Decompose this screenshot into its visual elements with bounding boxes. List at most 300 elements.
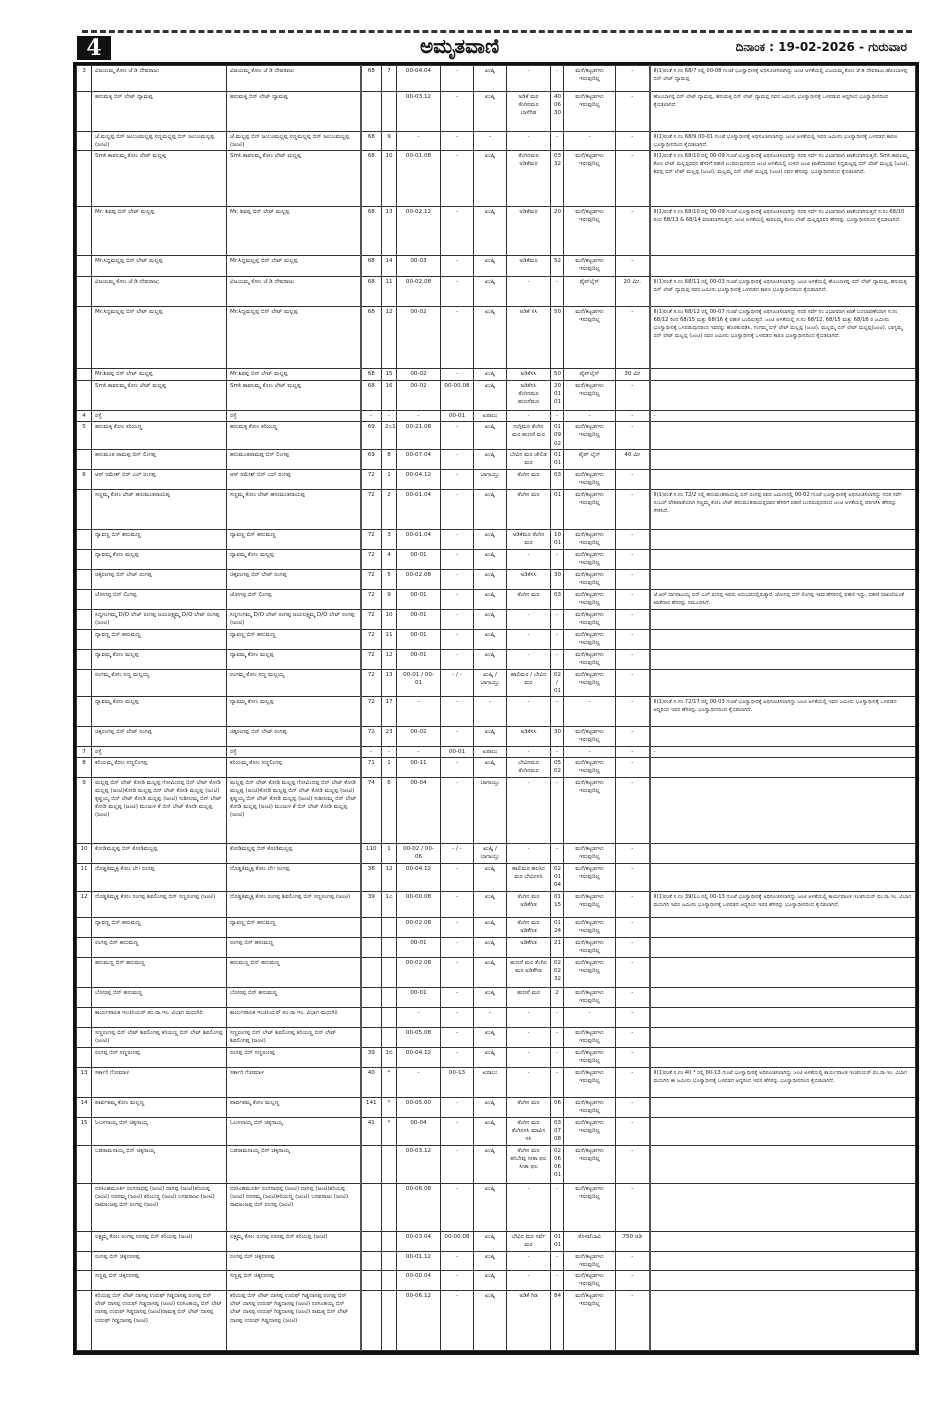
row-number-cell: [77, 569, 92, 589]
remarks-cell: [650, 1007, 916, 1027]
survey-number-cell: 38: [361, 863, 382, 891]
owner-name-cell: ಆರ್ ರಮೇಶ್ ಬಿನ್ ಎಲ್ ರಂಗಪ್ಪ: [92, 470, 227, 489]
trees-cell: -: [507, 1047, 551, 1067]
khatedar-name-cell: ಸರ್ಕಾರಿ ಗೋಮಾಳ: [227, 1067, 361, 1097]
extent-cell: 00-04.04: [397, 66, 441, 92]
owner-name-cell: Mr.ಸಿದ್ದಮಲ್ಲಪ್ಪ ಬಿನ್ ಲೇಟ್ ಮಲ್ಲಪ್ಪ: [92, 256, 227, 277]
pot-kharab-cell: -: [441, 777, 474, 843]
tree-count-cell: -: [551, 649, 564, 669]
survey-number-cell: 69: [361, 422, 382, 450]
tree-count-cell: -: [551, 1067, 564, 1097]
table-row: [77, 746, 916, 757]
owner-name-cell: ಮಲ್ಲಪ್ಪ ಬಿನ್ ಲೇಟ್ ಕೋಡಿ ಮಲ್ಲಪ್ಪ ಗೋವಿಂದಪ್ಪ ಬಿನ್ ಲೇಟ್ ಕೋಡಿ ಮಲ್ಲಪ್ಪ (ಜಂಟಿ)ಕೋಡಿ ಮಲ್ಲಪ್ಪ ಬಿನ್ ಲೇಟ್ ಕೋಡಿ ಮಲ್ಲಪ್ಪ (ಜಂಟಿ) ಕೃಷ್ಣಯ್ಯ ಬಿನ್ ಲೇಟ್ ಕೋಡಿ ಮಲ್ಲಪ್ಪ (ಜಂಟಿ) ಸುಶೀಲಮ್ಮ ಬಿನ್ ಲೇಟ್ ಕೋಡಿ ಮಲ್ಲಪ್ಪ (ಜಂಟಿ) ಮಂಜುಳ ಕೆ ಬಿನ್ ಲೇಟ್ ಕೋಡಿ ಮಲ್ಲಪ್ಪ (ಜಂಟಿ): [92, 777, 227, 843]
remarks-cell: II(1)ರಂತೆ ಸ.ನಂ 72/17 ರಲ್ಲಿ 00-03 ಗುಂಟೆ ಭೂಸ್ವಾಧೀನಕ್ಕೆ ಅಧಿಸೂಚಿಸಲಾಗಿದ್ದು ಜಂಟಿ ಅಳತೆಯಲ್ಲಿ ಇವರ ಜಮೀನು ಭೂಸ್ವಾಧೀನಕ್ಕೆ ಒಳಪಡದ ಆದ್ದರಿಂದ ಇವರ ಹೆಸರನ್ನು ಭೂಸ್ವಾಧೀನದಿಂದ ಕೈಬಿಡಲಾಗಿದೆ.: [650, 696, 916, 726]
land-type-cell: ಬಾಗಾಯ್ತು: [474, 470, 507, 489]
survey-number-cell: 72: [361, 696, 382, 726]
trees-cell: ತೆಂಗಿನ ಮರ ಅಡಿಕೆಗಿಡ: [507, 891, 551, 917]
structure-extent-cell: -: [616, 1047, 650, 1067]
remarks-cell: [650, 422, 916, 450]
structures-cell: ಮನೆ/ಕಟ್ಟಡಗಳು ಇರುವುದಿಲ್ಲ: [564, 569, 616, 589]
table-row: [77, 1183, 916, 1231]
survey-number-cell: 72: [361, 470, 382, 489]
owner-name-cell: Smt.ಕಾವಲಮ್ಮ ಕೋಂ ಲೇಟ್ ಮಲ್ಲಪ್ಪ: [92, 381, 227, 411]
tree-count-cell: 50: [551, 369, 564, 381]
remarks-cell: [650, 1097, 916, 1117]
pot-kharab-cell: -: [441, 450, 474, 470]
khatedar-name-cell: ಸಣ್ಣರಂಗಪ್ಪ ಬಿನ್ ಲೇಟ್ ಶಿವಲಿಂಗಪ್ಪ ಕರಿಯಣ್ಣ ಬಿನ್ ಲೇಟ್ ಶಿವಲಿಂಗಪ್ಪ (ಜಂಟಿ): [227, 1027, 361, 1047]
extent-cell: 00-02.08: [397, 277, 441, 307]
structure-extent-cell: -: [616, 891, 650, 917]
land-type-cell: ಖುಷ್ಕಿ: [474, 1231, 507, 1251]
survey-number-cell: [361, 987, 382, 1007]
owner-name-cell: Mr. ಶಿವಪ್ಪ ಬಿನ್ ಲೇಟ್ ಮಲ್ಲಪ್ಪ: [92, 207, 227, 256]
extent-cell: 00-01.04: [397, 489, 441, 529]
pot-kharab-cell: -: [441, 987, 474, 1007]
tree-count-cell: -: [551, 132, 564, 151]
row-number-cell: [77, 132, 92, 151]
structures-cell: -: [564, 1007, 616, 1027]
structures-cell: ಮನೆ/ಕಟ್ಟಡಗಳು ಇರುವುದಿಲ್ಲ: [564, 863, 616, 891]
survey-number-cell: 68: [361, 66, 382, 92]
row-number-cell: 6: [77, 470, 92, 489]
trees-cell: -: [507, 66, 551, 92]
survey-number-cell: [361, 1291, 382, 1351]
remarks-cell: II(1)ರಂತೆ ಸ.ನಂ 68/11 ರಲ್ಲಿ 00-03 ಗುಂಟೆ ಭೂಸ್ವಾಧೀನಕ್ಕೆ ಅಧಿಸೂಚಿಸಲಾಗಿದ್ದು ಜಂಟಿ ಅಳತೆಯಲ್ಲಿ ಹೊಂಬಾಳಪ್ಪ ಬಿನ್ ಲೇಟ್ ದ್ಯಾಮಪ್ಪ, ಹನುಮಕ್ಕ ಬಿನ್ ಲೇಟ್ ದ್ಯಾಮಪ್ಪ ರವರ ಜಮೀನು ಭೂಸ್ವಾಧೀನಕ್ಕೆ ಒಳಪಡದ ಕಾರಣ ಭೂಸ್ವಾಧೀನದಿಂದ ಕೈಬಿಡಲಾಗಿದೆ.: [650, 277, 916, 307]
pot-kharab-cell: -: [441, 589, 474, 609]
owner-name-cell: ಸಣ್ಣಪ್ಪ ಬಿನ್ ಚಿಕ್ಕನರಸಪ್ಪ: [92, 1271, 227, 1291]
survey-number-cell: 68: [361, 151, 382, 207]
row-number-cell: [77, 489, 92, 529]
structures-cell: ಮನೆ/ಕಟ್ಟಡಗಳು ಇರುವುದಿಲ್ಲ: [564, 1145, 616, 1183]
structure-extent-cell: -: [616, 1027, 650, 1047]
structure-extent-cell: -: [616, 937, 650, 957]
tree-count-cell: 06: [551, 1097, 564, 1117]
remarks-cell: [650, 757, 916, 777]
owner-name-cell: ಹನುಮಂತ ರಾಮಪ್ಪ ಬಿನ್ ಲಿಂಗಪ್ಪ: [92, 450, 227, 470]
extent-cell: 00-07.04: [397, 450, 441, 470]
extent-cell: 00-00.08: [397, 891, 441, 917]
pot-kharab-cell: -: [441, 207, 474, 256]
structures-cell: ಮನೆ/ಕಟ್ಟಡಗಳು ಇರುವುದಿಲ್ಲ: [564, 987, 616, 1007]
structures-cell: ಮನೆ/ಕಟ್ಟಡಗಳು ಇರುವುದಿಲ್ಲ: [564, 1047, 616, 1067]
extent-cell: -: [397, 1007, 441, 1027]
trees-cell: -: [507, 1251, 551, 1270]
structures-cell: ಮನೆ/ಕಟ್ಟಡಗಳು ಇರುವುದಿಲ್ಲ: [564, 589, 616, 609]
trees-cell: -: [507, 277, 551, 307]
extent-cell: 00-01: [397, 589, 441, 609]
hissa-number-cell: 1: [382, 470, 397, 489]
row-number-cell: [77, 726, 92, 746]
row-number-cell: [77, 450, 92, 470]
extent-cell: 00-02.08: [397, 569, 441, 589]
land-type-cell: ಖುಷ್ಕಿ: [474, 369, 507, 381]
survey-number-cell: [361, 1007, 382, 1027]
extent-cell: 00-21.08: [397, 422, 441, 450]
tree-count-cell: -: [551, 843, 564, 863]
khatedar-name-cell: ದೊಡ್ಡತಿಮ್ಮಕ್ಕ ಕೋಂ ರಂಗಪ್ಪ ಶಿವಲಿಂಗಪ್ಪ ಬಿನ್ ಸಣ್ಣರಂಗಪ್ಪ (ಜಂಟಿ): [227, 891, 361, 917]
table-row: [77, 92, 916, 132]
row-number-cell: 11: [77, 863, 92, 891]
row-number-cell: 13: [77, 1067, 92, 1097]
khatedar-name-cell: ದ್ಯಾವಣ್ಣ ಬಿನ್ ಹನುಮಣ್ಣ: [227, 917, 361, 937]
pot-kharab-cell: -: [441, 649, 474, 669]
tree-count-cell: -: [551, 696, 564, 726]
tree-count-cell: 01 01: [551, 450, 564, 470]
row-number-cell: [77, 669, 92, 696]
owner-name-cell: ನರಸಿಂಹಮೂರ್ತಿ ರಂಗನಾಥಪ್ಪ (ಜಂಟಿ) ದಾಸಪ್ಪ (ಜಂಟಿ)ಕರಿಯಪ್ಪ (ಜಂಟಿ) ನರಸಮ್ಮ (ಜಂಟಿ) ಕರಿಯಣ್ಣ (ಜಂಟಿ) ಬಸವರಾಜು (ಜಂಟಿ) ರಾಮಾಂಜಪ್ಪ ಬಿನ್ ರಂಗಪ್ಪ (ಜಂಟಿ): [92, 1183, 227, 1231]
land-type-cell: ಖುಷ್ಕಿ: [474, 1145, 507, 1183]
khatedar-name-cell: ರಂಗಪ್ಪ ಬಿನ್ ಸಣ್ಣರಂಗಪ್ಪ: [227, 1047, 361, 1067]
structures-cell: ಪೈಪ್ ಲೈನ್: [564, 450, 616, 470]
tree-count-cell: -: [551, 1251, 564, 1270]
owner-name-cell: ಚಿಕ್ಕರಂಗಪ್ಪ ಬಿನ್ ಲೇಟ್ ರಂಗಪ್ಪ: [92, 726, 227, 746]
survey-number-cell: 141: [361, 1097, 382, 1117]
hissa-number-cell: [382, 1231, 397, 1251]
table-row: [77, 937, 916, 957]
hissa-number-cell: 17: [382, 696, 397, 726]
remarks-cell: II(1)ರಂತೆ ಸ.ನಂ 39/1ಎ ರಲ್ಲಿ 00-13 ಗುಂಟೆ ಭೂಸ್ವಾಧೀನಕ್ಕೆ ಅಧಿಸೂಚಿಸಲಾಗಿದ್ದು ಜಂಟಿ ಅಳತೆಯಲ್ಲಿ ಕಾರ್ಯಪಾಲಕ ಇಂಜಿನಿಯರ್ ಪಂ.ರಾ.ಇಂ. ವಿಭಾಗ ಮಧುಗಿರಿ ಇವರ ಜಮೀನು ಭೂಸ್ವಾಧೀನಕ್ಕೆ ಒಳಪಡದ ಆದ್ದರಿಂದ ಇವರ ಹೆಸರನ್ನು ಭೂಸ್ವಾಧೀನದಿಂದ ಕೈಬಿಡಲಾಗಿದೆ.: [650, 891, 916, 917]
table-row: [77, 669, 916, 696]
remarks-cell: [650, 649, 916, 669]
tree-count-cell: 01 15: [551, 891, 564, 917]
structure-extent-cell: -: [616, 529, 650, 549]
trees-cell: ಹುಣಸೆ ಮರ: [507, 987, 551, 1007]
survey-number-cell: 68: [361, 256, 382, 277]
trees-cell: ಗುಗ್ಗಿಮರ ತೆಂಗಿನ ಮರ ಹುಣಸೆ ಮರ: [507, 422, 551, 450]
trees-cell: -: [507, 1067, 551, 1097]
structures-cell: ಪೈಪ್‌ಲೈನ್: [564, 277, 616, 307]
structure-extent-cell: -: [616, 207, 650, 256]
hissa-number-cell: 10: [382, 609, 397, 629]
tree-count-cell: -: [551, 1271, 564, 1291]
trees-cell: ಅಡಿಕೆಮರ: [507, 256, 551, 277]
land-type-cell: ಖುಷ್ಕಿ: [474, 589, 507, 609]
structures-cell: -: [564, 132, 616, 151]
hissa-number-cell: [382, 987, 397, 1007]
owner-name-cell: ರಸ್ತೆ: [92, 411, 227, 422]
trees-cell: -: [507, 649, 551, 669]
owner-name-cell: ಬೋರಪ್ಪ ಬಿನ್ ಹನುಮಣ್ಣ: [92, 987, 227, 1007]
hissa-number-cell: 1: [382, 757, 397, 777]
tree-count-cell: -: [551, 1027, 564, 1047]
pot-kharab-cell: -: [441, 609, 474, 629]
trees-cell: ಬೇವಿನಮರ ತೆಂಗಿನಮರ: [507, 757, 551, 777]
survey-number-cell: [361, 1271, 382, 1291]
structure-extent-cell: -: [616, 1183, 650, 1231]
row-number-cell: [77, 1251, 92, 1270]
remarks-cell: [650, 549, 916, 569]
pot-kharab-cell: 00-13: [441, 1067, 474, 1097]
row-number-cell: 8: [77, 757, 92, 777]
extent-cell: 00-02.08: [397, 957, 441, 987]
tree-count-cell: 03: [551, 589, 564, 609]
owner-name-cell: ದ್ಯಾವಣ್ಣ ಬಿನ್ ಹನುಮಣ್ಣ: [92, 917, 227, 937]
survey-number-cell: 68: [361, 369, 382, 381]
tree-count-cell: 02 06 06 01: [551, 1145, 564, 1183]
row-number-cell: [77, 307, 92, 369]
structure-extent-cell: -: [616, 1067, 650, 1097]
hissa-number-cell: 5: [382, 569, 397, 589]
structure-extent-cell: -: [616, 256, 650, 277]
owner-name-cell: ವಿಜಯಮ್ಮ ಕೋಂ ಜೆ ಡಿ ದೇವರಾಜು: [92, 277, 227, 307]
survey-number-cell: 72: [361, 569, 382, 589]
structures-cell: ಮನೆ/ಕಟ್ಟಡಗಳು ಇರುವುದಿಲ್ಲ: [564, 757, 616, 777]
hissa-number-cell: -: [382, 746, 397, 757]
hissa-number-cell: 3: [382, 529, 397, 549]
structure-extent-cell: 40 ಮೀ: [616, 450, 650, 470]
owner-name-cell: ಜೋಗಪ್ಪ ಬಿನ್ ಲಿಂಗಪ್ಪ: [92, 589, 227, 609]
structure-extent-cell: -: [616, 589, 650, 609]
pot-kharab-cell: -: [441, 277, 474, 307]
owner-name-cell: ಹನುಮಕ್ಕ ಬಿನ್ ಲೇಟ್ ದ್ಯಾಮಪ್ಪ: [92, 92, 227, 132]
row-number-cell: [77, 549, 92, 569]
trees-cell: -: [507, 1183, 551, 1231]
land-type-cell: -: [474, 1007, 507, 1027]
land-type-cell: ಖುಷ್ಕಿ: [474, 569, 507, 589]
structure-extent-cell: -: [616, 1251, 650, 1270]
tree-count-cell: 01 24: [551, 917, 564, 937]
pot-kharab-cell: -: [441, 1117, 474, 1145]
table-row: [77, 1251, 916, 1270]
pot-kharab-cell: -: [441, 1251, 474, 1270]
structure-extent-cell: -: [616, 1007, 650, 1027]
remarks-cell: -: [650, 411, 916, 422]
extent-cell: 00-03.04: [397, 1231, 441, 1251]
pot-kharab-cell: -: [441, 66, 474, 92]
trees-cell: -: [507, 549, 551, 569]
khatedar-name-cell: ಸಣ್ಣಮ್ಮ ಕೋಂ ಲೇಟ್ ಹನುಮಂತರಾಯಪ್ಪ: [227, 489, 361, 529]
khatedar-name-cell: ಜೋಗಪ್ಪ ಬಿನ್ ಲಿಂಗಪ್ಪ: [227, 589, 361, 609]
survey-number-cell: 72: [361, 609, 382, 629]
land-type-cell: -: [474, 132, 507, 151]
structure-extent-cell: -: [616, 669, 650, 696]
hissa-number-cell: [382, 1183, 397, 1231]
survey-number-cell: -: [361, 746, 382, 757]
remarks-cell: [650, 369, 916, 381]
table-row: [77, 307, 916, 369]
structure-extent-cell: -: [616, 757, 650, 777]
structures-cell: ಮನೆ/ಕಟ್ಟಡಗಳು ಇರುವುದಿಲ್ಲ: [564, 1183, 616, 1231]
table-row: [77, 589, 916, 609]
land-type-cell: ಖುಷ್ಕಿ: [474, 151, 507, 207]
table-row: [77, 957, 916, 987]
tree-count-cell: 84: [551, 1291, 564, 1351]
land-type-cell: ಖುಷ್ಕಿ: [474, 1251, 507, 1270]
tree-count-cell: -: [551, 629, 564, 649]
khatedar-name-cell: ವಿಜಯಮ್ಮ ಕೋಂ ಜೆ ಡಿ ದೇವರಾಜು: [227, 277, 361, 307]
row-number-cell: [77, 1047, 92, 1067]
hissa-number-cell: 11: [382, 629, 397, 649]
tree-count-cell: -: [551, 1183, 564, 1231]
row-number-cell: [77, 1145, 92, 1183]
extent-cell: 00-01: [397, 649, 441, 669]
structures-cell: ಮನೆ/ಕಟ್ಟಡಗಳು ಇರುವುದಿಲ್ಲ: [564, 1027, 616, 1047]
row-number-cell: [77, 937, 92, 957]
trees-cell: -: [507, 843, 551, 863]
tree-count-cell: 21: [551, 937, 564, 957]
structures-cell: ಮನೆ/ಕಟ್ಟಡಗಳು ಇರುವುದಿಲ್ಲ: [564, 207, 616, 256]
tree-count-cell: -: [551, 66, 564, 92]
hissa-number-cell: [382, 937, 397, 957]
owner-name-cell: Mr.ಸಿದ್ದಮಲ್ಲಪ್ಪ ಬಿನ್ ಲೇಟ್ ಮಲ್ಲಪ್ಪ: [92, 307, 227, 369]
survey-number-cell: [361, 1027, 382, 1047]
structures-cell: ಮನೆ/ಕಟ್ಟಡಗಳು ಇರುವುದಿಲ್ಲ: [564, 609, 616, 629]
table-row: [77, 1097, 916, 1117]
extent-cell: -: [397, 1067, 441, 1097]
extent-cell: 00-02 / 00-06: [397, 843, 441, 863]
hissa-number-cell: 10: [382, 151, 397, 207]
survey-number-cell: 72: [361, 629, 382, 649]
structures-cell: ಮನೆ/ಕಟ್ಟಡಗಳು ಇರುವುದಿಲ್ಲ: [564, 957, 616, 987]
survey-number-cell: 68: [361, 381, 382, 411]
table-row: [77, 277, 916, 307]
structure-extent-cell: -: [616, 696, 650, 726]
date-line: ದಿನಾಂಕ : 19-02-2026 - ಗುರುವಾರ: [735, 40, 907, 54]
table-row: [77, 489, 916, 529]
pot-kharab-cell: 00-01: [441, 411, 474, 422]
structures-cell: ಮನೆ/ಕಟ್ಟಡಗಳು ಇರುವುದಿಲ್ಲ: [564, 726, 616, 746]
table-row: [77, 369, 916, 381]
hissa-number-cell: 12: [382, 649, 397, 669]
khatedar-name-cell: ನರಸಿಂಹಮೂರ್ತಿ ರಂಗನಾಥಪ್ಪ (ಜಂಟಿ) ದಾಸಪ್ಪ (ಜಂಟಿ)ಕರಿಯಪ್ಪ (ಜಂಟಿ) ನರಸಮ್ಮ (ಜಂಟಿ)ಕರಿಯಣ್ಣ (ಜಂಟಿ) ಬಸವರಾಜು (ಜಂಟಿ) ರಾಮಾಂಜಪ್ಪ ಬಿನ್ ರಂಗಪ್ಪ (ಜಂಟಿ): [227, 1183, 361, 1231]
land-type-cell: ಖುಷ್ಕಿ / ಬಾಗಾಯ್ತು: [474, 843, 507, 863]
owner-name-cell: Mr.ಶಿವಪ್ಪ ಬಿನ್ ಲೇಟ್ ಮಲ್ಲಪ್ಪ: [92, 369, 227, 381]
khatedar-name-cell: ಹನುಮಣ್ಣ ಬಿನ್ ಹನುಮಣ್ಣ: [227, 957, 361, 987]
structures-cell: ಮನೆ/ಕಟ್ಟಡಗಳು ಇರುವುದಿಲ್ಲ: [564, 66, 616, 92]
table-row: [77, 1067, 916, 1097]
hissa-number-cell: 8: [382, 450, 397, 470]
pot-kharab-cell: -: [441, 863, 474, 891]
khatedar-name-cell: ಕರಿಯಮ್ಮ ಕೋಂ ಸಣ್ಣಲಿಂಗಪ್ಪ: [227, 757, 361, 777]
row-number-cell: 4: [77, 411, 92, 422]
trees-cell: ಅಡಿಕೆ ಗಿಡ: [507, 1291, 551, 1351]
table-row: [77, 757, 916, 777]
khatedar-name-cell: ವಿಜಯಮ್ಮ ಕೋಂ ಜೆ ಡಿ ದೇವರಾಜು: [227, 66, 361, 92]
extent-cell: 00-01: [397, 609, 441, 629]
hissa-number-cell: [382, 1007, 397, 1027]
extent-cell: 00-03: [397, 256, 441, 277]
hissa-number-cell: 1ಬಿ: [382, 1047, 397, 1067]
survey-number-cell: 71: [361, 757, 382, 777]
structures-cell: ಮನೆ/ಕಟ್ಟಡಗಳು ಇರುವುದಿಲ್ಲ: [564, 649, 616, 669]
khatedar-name-cell: Mr.ಸಿದ್ದಮಲ್ಲಪ್ಪ ಬಿನ್ ಲೇಟ್ ಮಲ್ಲಪ್ಪ: [227, 307, 361, 369]
khatedar-name-cell: ದ್ಯಾವಣ್ಣ ಬಿನ್ ಹನುಮಣ್ಣ: [227, 629, 361, 649]
owner-name-cell: ಹನುಮಣ್ಣ ಬಿನ್ ಹನುಮಣ್ಣ: [92, 957, 227, 987]
remarks-cell: -: [650, 746, 916, 757]
owner-name-cell: ಬಡರಾಮನಾಯ್ಕ ಬಿನ್ ಚಿಕ್ಕನಾಯ್ಕ: [92, 1145, 227, 1183]
land-type-cell: ಖುಷ್ಕಿ: [474, 422, 507, 450]
survey-number-cell: -: [361, 411, 382, 422]
hissa-number-cell: [382, 1271, 397, 1291]
extent-cell: 00-02.12: [397, 207, 441, 256]
structures-cell: ಮನೆ/ಕಟ್ಟಡಗಳು ಇರುವುದಿಲ್ಲ: [564, 1271, 616, 1291]
land-type-cell: ಖುಷ್ಕಿ: [474, 1047, 507, 1067]
remarks-cell: II(1)ರಂತೆ ಸ.ನಂ 40 * ರಲ್ಲಿ 00-13 ಗುಂಟೆ ಭೂಸ್ವಾಧೀನಕ್ಕೆ ಅಧಿಸೂಚಿಸಲಾಗಿದ್ದು ಜಂಟಿ ಅಳತೆಯಲ್ಲಿ ಕಾರ್ಯಪಾಲಕ ಇಂಜಿನಿಯರ್ ಪಂ.ರಾ.ಇಂ. ವಿಭಾಗ ಮಧುಗಿರಿ ಈ ಜಮೀನು ಭೂಸ್ವಾಧೀನಕ್ಕೆ ಒಳಪಡದ ಆದ್ದರಿಂದ ಇವರ ಹೆಸರನ್ನು ಭೂಸ್ವಾಧೀನದಿಂದ ಕೈಬಿಡಲಾಗಿದೆ.: [650, 1067, 916, 1097]
owner-name-cell: ದ್ಯಾವಣ್ಣ ಬಿನ್ ಹನುಮಣ್ಣ: [92, 629, 227, 649]
row-number-cell: [77, 1183, 92, 1231]
table-row: [77, 66, 916, 92]
table-row: [77, 863, 916, 891]
tree-count-cell: 01: [551, 489, 564, 529]
khatedar-name-cell: Smt.ಕಾವಲಮ್ಮ ಕೋಂ ಲೇಟ್ ಮಲ್ಲಪ್ಪ: [227, 151, 361, 207]
structure-extent-cell: -: [616, 381, 650, 411]
structures-cell: ಮನೆ/ಕಟ್ಟಡಗಳು ಇರುವುದಿಲ್ಲ: [564, 777, 616, 843]
extent-cell: -: [397, 411, 441, 422]
pot-kharab-cell: -: [441, 470, 474, 489]
remarks-cell: II(1)ರಂತೆ ಸ.ನಂ 68/12 ರಲ್ಲಿ 00-07 ಗುಂಟೆ ಭೂಸ್ವಾಧೀನಕ್ಕೆ ಅಧಿಸೂಚಿಸಲಾಗಿದ್ದು ಸದರಿ ಸರ್ವೆ ನಂ ವಿಭಾಗವಾಗಿ ಖಾತೆ ಬದಲಾವಣೆಯಾಗಿ ಸ.ನಂ 68/12 ರಿಂದ 68/15 ಮತ್ತು 68/16 ಕ್ಕೆ ಪಹಣಿ ಬಂದಿರುತ್ತದೆ. ಜಂಟಿ ಅಳತೆಯಲ್ಲಿ ಸ.ನಂ 68/12, 68/15 ಮತ್ತು 68/16 ರ ಜಮೀನು ಭೂಸ್ವಾಧೀನಕ್ಕೆ ಒಳಪಡುವುದರಿಂದ ಇವರನ್ನು ಹೊರತುಪಡಿಸಿ, ಗಂಗಮ್ಮ ಬಿನ್ ಲೇಟ್ ಮಲ್ಲಪ್ಪ (ಜಂಟಿ), ಮಲ್ಲಮ್ಮ ಬಿನ್ ಲೇಟ್ ಮಲ್ಲಪ್ಪ(ಜಂಟಿ), ಭಾಗ್ಯಮ್ಮ ಬಿನ್ ಲೇಟ್ ಮಲ್ಲಪ್ಪ (ಜಂಟಿ) ರವರ ಜಮೀನು ಭೂಸ್ವಾಧೀನಕ್ಕೆ ಒಳಪಡದ ಕಾರಣ ಭೂಸ್ವಾಧೀನದಿಂದ ಕೈಬಿಡಲಾಗಿದೆ.: [650, 307, 916, 369]
extent-cell: 00-01.12: [397, 1251, 441, 1270]
table-row: [77, 1231, 916, 1251]
owner-name-cell: ಸರ್ಕಾರಿ ಗೋಮಾಳ: [92, 1067, 227, 1097]
khatedar-name-cell: ಹನುಮಕ್ಕ ಕೋಂ ಕರಿಯಣ್ಣ: [227, 422, 361, 450]
table-row: [77, 470, 916, 489]
khatedar-name-cell: ದ್ಯಾವಮ್ಮ ಕೋಂ ಮಲ್ಲಪ್ಪ: [227, 649, 361, 669]
trees-cell: -: [507, 629, 551, 649]
table-row: [77, 891, 916, 917]
notice-table: [76, 65, 916, 1351]
structures-cell: ಮನೆ/ಕಟ್ಟಡಗಳು ಇರುವುದಿಲ್ಲ: [564, 381, 616, 411]
pot-kharab-cell: -: [441, 629, 474, 649]
table-row: [77, 381, 916, 411]
extent-cell: 00-04: [397, 777, 441, 843]
remarks-cell: [650, 470, 916, 489]
khatedar-name-cell: ರಸ್ತೆ: [227, 411, 361, 422]
tree-count-cell: 03: [551, 470, 564, 489]
land-type-cell: ಖುಷ್ಕಿ: [474, 66, 507, 92]
structure-extent-cell: -: [616, 609, 650, 629]
table-row: [77, 1047, 916, 1067]
structure-extent-cell: -: [616, 863, 650, 891]
structures-cell: ಮನೆ/ಕಟ್ಟಡಗಳು ಇರುವುದಿಲ್ಲ: [564, 549, 616, 569]
row-number-cell: [77, 629, 92, 649]
structures-cell: ಪೈಪ್‌ಲೈನ್: [564, 369, 616, 381]
khatedar-name-cell: ಬಡರಾಮನಾಯ್ಕ ಬಿನ್ ಚಿಕ್ಕನಾಯ್ಕ: [227, 1145, 361, 1183]
tree-count-cell: -: [551, 549, 564, 569]
owner-name-cell: ರಂಗಪ್ಪ ಬಿನ್ ಸಣ್ಣರಂಗಪ್ಪ: [92, 1047, 227, 1067]
structures-cell: ಮನೆ/ಕಟ್ಟಡಗಳು ಇರುವುದಿಲ್ಲ: [564, 1067, 616, 1097]
pot-kharab-cell: -: [441, 569, 474, 589]
survey-number-cell: [361, 92, 382, 132]
structure-extent-cell: -: [616, 917, 650, 937]
land-type-cell: ಖುಷ್ಕಿ: [474, 957, 507, 987]
trees-cell: -: [507, 696, 551, 726]
row-number-cell: 3: [77, 66, 92, 92]
land-type-cell: ಖುಷ್ಕಿ: [474, 450, 507, 470]
row-number-cell: 9: [77, 777, 92, 843]
hissa-number-cell: 14: [382, 256, 397, 277]
hissa-number-cell: 9: [382, 589, 397, 609]
row-number-cell: [77, 92, 92, 132]
extent-cell: 00-05.08: [397, 1027, 441, 1047]
tree-count-cell: 02 / 01: [551, 669, 564, 696]
owner-name-cell: ವಿಜಯಮ್ಮ ಕೋಂ ಜೆ ಡಿ ದೇವರಾಜು: [92, 66, 227, 92]
structure-extent-cell: -: [616, 569, 650, 589]
land-type-cell: ಖುಷ್ಕಿ: [474, 757, 507, 777]
hissa-number-cell: [382, 1027, 397, 1047]
remarks-cell: [650, 1271, 916, 1291]
hissa-number-cell: [382, 1291, 397, 1351]
trees-cell: -: [507, 777, 551, 843]
table-row: [77, 422, 916, 450]
pot-kharab-cell: -: [441, 529, 474, 549]
pot-kharab-cell: -: [441, 1271, 474, 1291]
owner-name-cell: ಓಬಳನಾಯ್ಕ ಬಿನ್ ಚಿಕ್ಕನಾಯ್ಕ: [92, 1117, 227, 1145]
pot-kharab-cell: -: [441, 92, 474, 132]
structure-extent-cell: 750 ಅಡಿ: [616, 1231, 650, 1251]
hissa-number-cell: [382, 1145, 397, 1183]
structure-extent-cell: -: [616, 746, 650, 757]
land-type-cell: ಖುಷ್ಕಿ: [474, 277, 507, 307]
